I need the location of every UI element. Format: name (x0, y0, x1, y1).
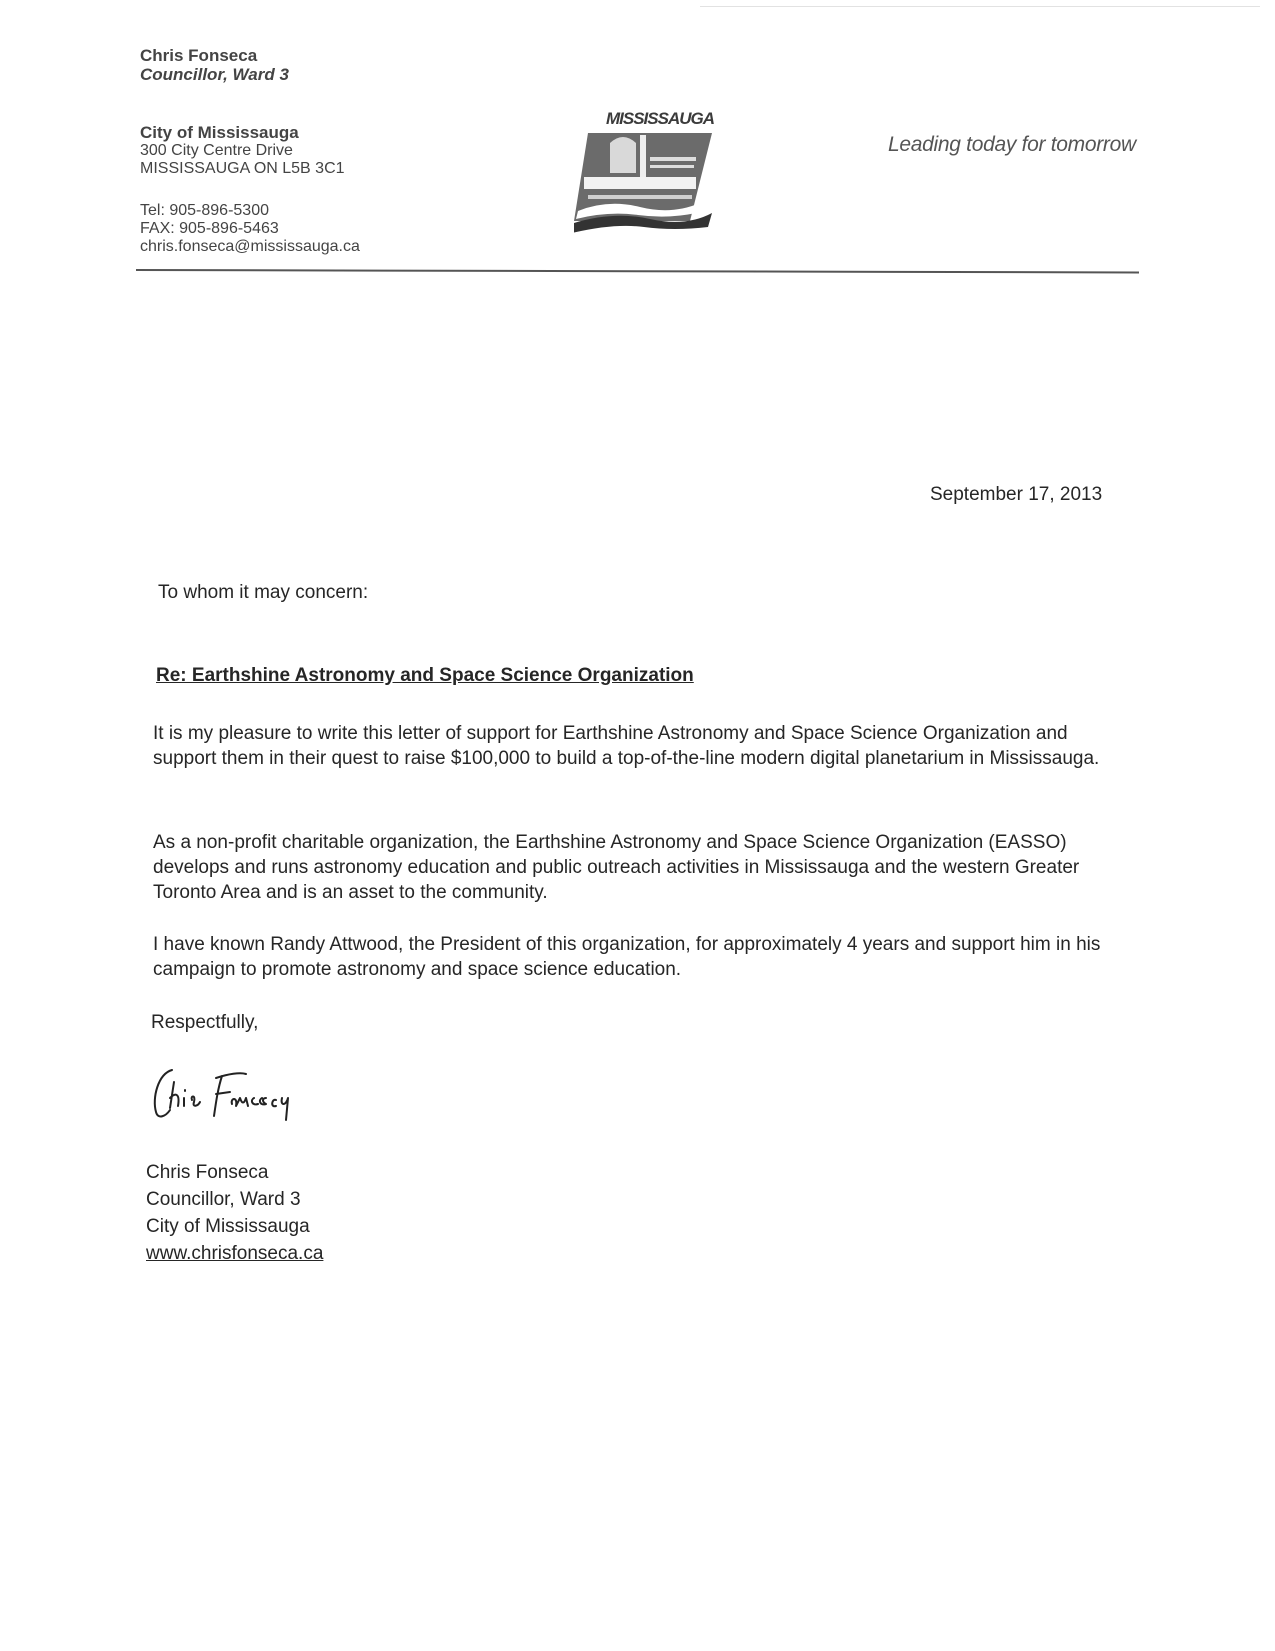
logo-wordmark: MISSISSAUGA (606, 109, 715, 128)
letterhead-title: Councillor, Ward 3 (140, 65, 289, 84)
letter-date: September 17, 2013 (930, 484, 1103, 505)
body-paragraph: I have known Randy Attwood, the President of this organization, for approximately 4 years and support him in his campaign to promote astronomy and space science education. (153, 934, 1101, 980)
letterhead-street: 300 City Centre Drive (140, 142, 293, 159)
signer-title: Councillor, Ward 3 (146, 1189, 301, 1210)
subject-line: Re: Earthshine Astronomy and Space Science Organization (156, 665, 694, 686)
letterhead-email: chris.fonseca@mississauga.ca (140, 238, 360, 255)
salutation: To whom it may concern: (158, 582, 369, 603)
website-link[interactable]: www.chrisfonseca.ca (146, 1243, 324, 1264)
body-paragraph: As a non-profit charitable organization, the Earthshine Astronomy and Space Science Organization (EASSO) develops and runs astronomy education and public outreach activities in Mississauga and the western Greater Toronto Area and is an asset to the community. (153, 832, 1080, 903)
signer-name: Chris Fonseca (146, 1162, 269, 1183)
letterhead-organization: City of Mississauga (140, 123, 299, 142)
letterhead-fax: FAX: 905-896-5463 (140, 220, 279, 237)
letterhead-city: MISSISSAUGA ON L5B 3C1 (140, 160, 345, 177)
closing: Respectfully, (151, 1012, 259, 1033)
mississauga-logo-icon (574, 131, 714, 237)
city-tagline: Leading today for tomorrow (888, 133, 1136, 156)
letterhead-name: Chris Fonseca (140, 46, 258, 65)
handwritten-signature (150, 1064, 320, 1124)
signature-block (146, 1159, 323, 1267)
signer-organization: City of Mississauga (146, 1216, 310, 1237)
body-paragraph: It is my pleasure to write this letter of support for Earthshine Astronomy and Space Science Organization and support them in their quest to raise $100,000 to build a top-of-the-line modern digital planetarium in Mississauga. (153, 723, 1100, 769)
letterhead-tel: Tel: 905-896-5300 (140, 202, 269, 219)
page-edge-line (700, 6, 1260, 7)
letterhead-divider (136, 269, 1139, 273)
